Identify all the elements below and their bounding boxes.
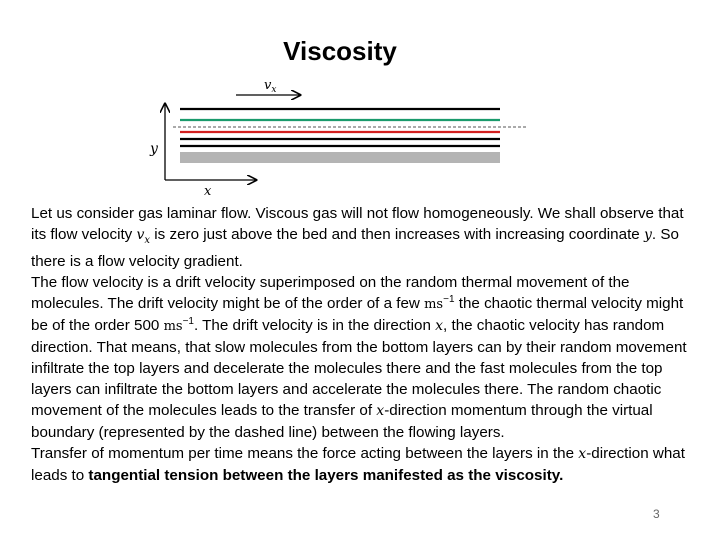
velocity-label: $v_x$ bbox=[264, 78, 277, 95]
paragraph-drift-velocity: The flow velocity is a drift velocity superimposed on the random thermal movement of the molecules. The drift velocity might be of the order of a few $ms^{-1}$ the chaotic thermal velocity might be of the order 500 $ms^{-1}$. The drift velocity is in the direction x, the chaotic velocity has random direction. That means, that slow molecules from the bottom layers can by their random movement infiltrate the top layers and decelerate the molecules there and the fast molecules from the top layers can infiltrate the bottom layers and accelerate the molecules there. The random chaotic movement of the molecules leads to the transfer of x-direction momentum through the virtual boundary (represented by the dashed line) between the flowing layers. bbox=[31, 273, 687, 441]
page-number: 3 bbox=[653, 507, 660, 521]
flow-diagram-svg bbox=[140, 74, 540, 196]
paragraph-momentum-transfer: Transfer of momentum per time means the force acting between the layers in the x-direction what leads to tangential tension between the layers manifested as the viscosity. bbox=[31, 444, 685, 484]
bed-surface bbox=[180, 152, 500, 163]
x-axis-label: x bbox=[204, 184, 212, 196]
viscosity-conclusion: tangential tension between the layers manifested as the viscosity. bbox=[88, 466, 564, 484]
body-text bbox=[31, 203, 699, 486]
velocity-symbol: $v_x$ bbox=[136, 227, 151, 246]
slide-title: Viscosity bbox=[283, 36, 397, 66]
y-axis-label: y bbox=[150, 141, 158, 157]
paragraph-laminar-flow: Let us consider gas laminar flow. Viscous gas will not flow homogeneously. We shall observe that its flow velocity $v_x$ is zero just above the bed and then increases with increasing coordinate y. So there is a flow velocity gradient. bbox=[31, 205, 684, 270]
flow-diagram bbox=[140, 74, 540, 196]
